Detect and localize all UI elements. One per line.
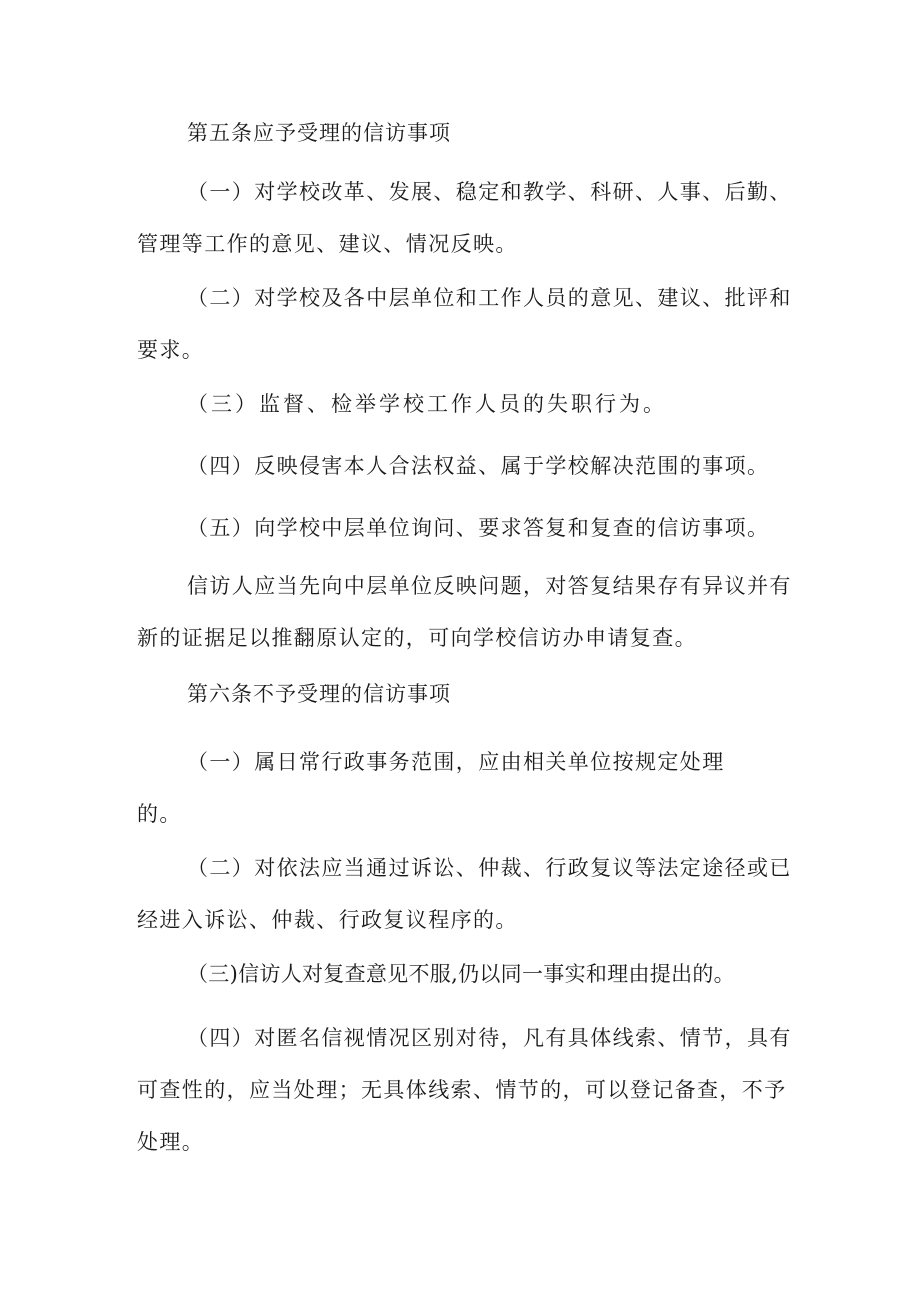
article-5-item-2: （二）对学校及各中层单位和工作人员的意见、建议、批评和要求。 xyxy=(137,286,792,362)
article-5-heading: 第五条应予受理的信访事项 xyxy=(187,121,451,145)
article-6-item-1: （一）属日常行政事务范围，应由相关单位按规定处理的。 xyxy=(137,750,725,826)
article-5-item-4: （四）反映侵害本人合法权益、属于学校解决范围的事项。 xyxy=(187,454,770,478)
article-5-item-1: （一）对学校改革、发展、稳定和教学、科研、人事、后勤、管理等工作的意见、建议、情况反映。 xyxy=(137,180,792,256)
article-6-item-4: （四）对匿名信视情况区别对待，凡有具体线索、情节，具有可查性的，应当处理；无具体线索、情节的，可以登记备查，不予处理。 xyxy=(137,1026,792,1154)
article-5-item-5: （五）向学校中层单位询问、要求答复和复查的信访事项。 xyxy=(187,516,770,540)
article-6-item-2: （二）对依法应当通过诉讼、仲裁、行政复议等法定途径或已经进入诉讼、仲裁、行政复议程序的。 xyxy=(137,856,792,932)
article-5-note: 信访人应当先向中层单位反映问题，对答复结果存有异议并有新的证据足以推翻原认定的，可向学校信访办申请复查。 xyxy=(137,574,792,650)
article-6-heading: 第六条不予受理的信访事项 xyxy=(187,682,451,706)
article-6-item-3: （三)信访人对复查意见不服,仍以同一事实和理由提出的。 xyxy=(187,962,735,986)
article-5-item-3: （三）监督、检举学校工作人员的失职行为。 xyxy=(187,392,667,416)
